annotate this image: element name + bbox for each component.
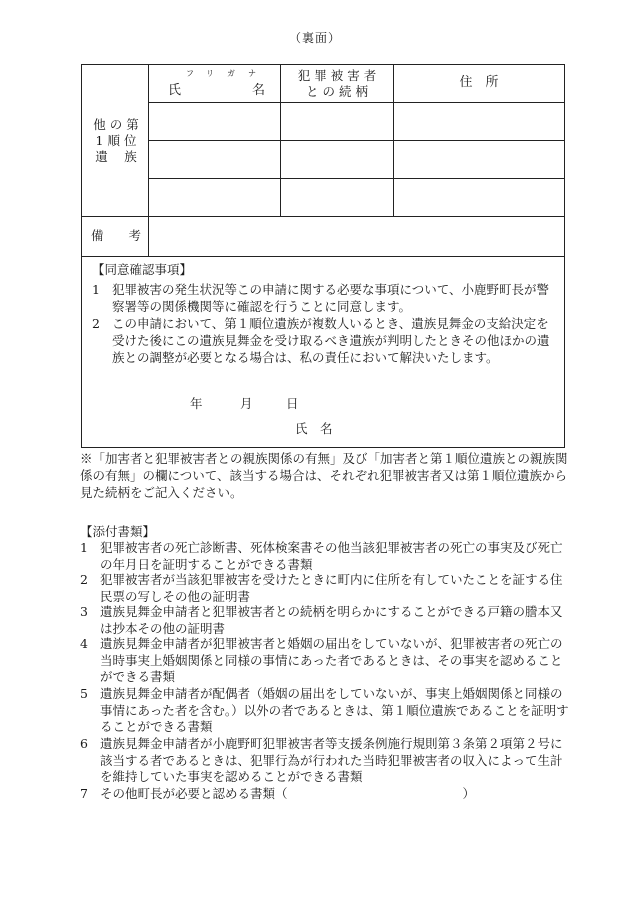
attachment-text: 犯罪被害者が当該犯罪被害を受けたときに町内に住所を有していたことを証する住民票の写しその他の証明書 — [100, 572, 563, 604]
attachment-item — [80, 736, 572, 786]
page-label: （裏面） — [288, 31, 341, 45]
attachment-number: 7 — [80, 786, 88, 801]
attachment-number: 4 — [80, 636, 88, 651]
name-header-char: 名 — [252, 83, 266, 98]
furigana-char: ナ — [248, 69, 256, 78]
attachment-item — [80, 786, 572, 803]
consent-item-number: 2 — [92, 316, 100, 331]
furigana-char: リ — [206, 69, 214, 78]
date-year-label: 年 — [190, 396, 203, 411]
consent-item-text: この申請において、第１順位遺族が複数人いるとき、遺族見舞金の支給決定を受けた後にこの遺族見舞金を受け取るべき遺族が判明したときその他ほかの遺族との調整が必要となる場合は、私の責任において解決いたします。 — [112, 316, 550, 365]
date-month-label: 月 — [240, 396, 253, 411]
attachment-number: 1 — [80, 540, 88, 555]
row-header-line: 他 の 第 — [93, 117, 139, 132]
row-header-line: 遺 族 — [95, 149, 137, 164]
furigana-char: フ — [186, 69, 194, 78]
consent-item — [92, 315, 554, 366]
form-frame — [81, 64, 565, 448]
attachment-item — [80, 686, 572, 736]
consent-item — [92, 281, 554, 315]
furigana-char: ガ — [227, 69, 235, 78]
attachment-number: 2 — [80, 572, 88, 587]
row-line — [82, 256, 565, 257]
attachment-item — [80, 636, 572, 686]
attachment-item — [80, 572, 572, 605]
col-line — [280, 65, 281, 216]
consent-item-number: 1 — [92, 282, 100, 297]
attachment-number: 6 — [80, 736, 88, 751]
attachment-text: 遺族見舞金申請者が犯罪被害者と婚姻の届出をしていないが、犯罪被害者の死亡の当時事実上婚姻関係と同様の事情にあった者であるときは、その事実を認めることができる書類 — [100, 636, 563, 684]
col-line — [148, 65, 149, 256]
attachment-item — [80, 540, 572, 573]
row-line — [82, 216, 565, 217]
row-line — [148, 140, 565, 141]
attachment-text: 犯罪被害者の死亡診断書、死体検案書その他当該犯罪被害者の死亡の事実及び死亡の年月日を証明することができる書類 — [100, 540, 563, 572]
consent-item-text: 犯罪被害の発生状況等この申請に関する必要な事項について、小鹿野町長が警察署等の関係機関等に確認を行うことに同意します。 — [112, 282, 550, 314]
remarks-label: 備 考 — [90, 228, 141, 243]
attachment-text: その他町長が必要と認める書類（ ） — [100, 786, 476, 801]
date-day-label: 日 — [286, 396, 299, 411]
attachment-text: 遺族見舞金申請者が小鹿野町犯罪被害者等支援条例施行規則第３条第２項第２号に該当する者であるときは、犯罪行為が行われた当時犯罪被害者の収入によって生計を維持していた事実を認めることができる書類 — [100, 736, 563, 784]
signature-label: 氏 名 — [295, 421, 333, 436]
address-header: 住 所 — [459, 75, 499, 90]
attachments-title: 【添付書類】 — [80, 524, 156, 539]
relation-header-line: と の 続 柄 — [306, 84, 368, 99]
attachment-text: 遺族見舞金申請者が配偶者（婚姻の届出をしていないが、事実上婚姻関係と同様の事情にあった者を含む。）以外の者であるときは、第１順位遺族であることを証明することができる書類 — [100, 686, 569, 734]
relation-header — [282, 68, 392, 100]
row-line — [148, 102, 565, 103]
attachment-number: 3 — [80, 604, 88, 619]
attachment-text: 遺族見舞金申請者と犯罪被害者との続柄を明らかにすることができる戸籍の謄本又は抄本その他の証明書 — [100, 604, 563, 636]
relation-header-line: 犯 罪 被 害 者 — [297, 68, 377, 83]
attachment-number: 5 — [80, 686, 88, 701]
name-header-char: 氏 — [168, 83, 182, 98]
attachment-item — [80, 604, 572, 637]
note: ※「加害者と犯罪被害者との親族関係の有無」及び「加害者と第１順位遺族との親族関係の有無」の欄について、該当する場合は、それぞれ犯罪被害者又は第１順位遺族から見た続柄をご記入ください。 — [80, 451, 568, 500]
row-header-line: 1 順 位 — [95, 133, 137, 148]
row-header — [86, 117, 146, 165]
row-line — [148, 178, 565, 179]
consent-title: 【同意確認事項】 — [92, 262, 193, 277]
